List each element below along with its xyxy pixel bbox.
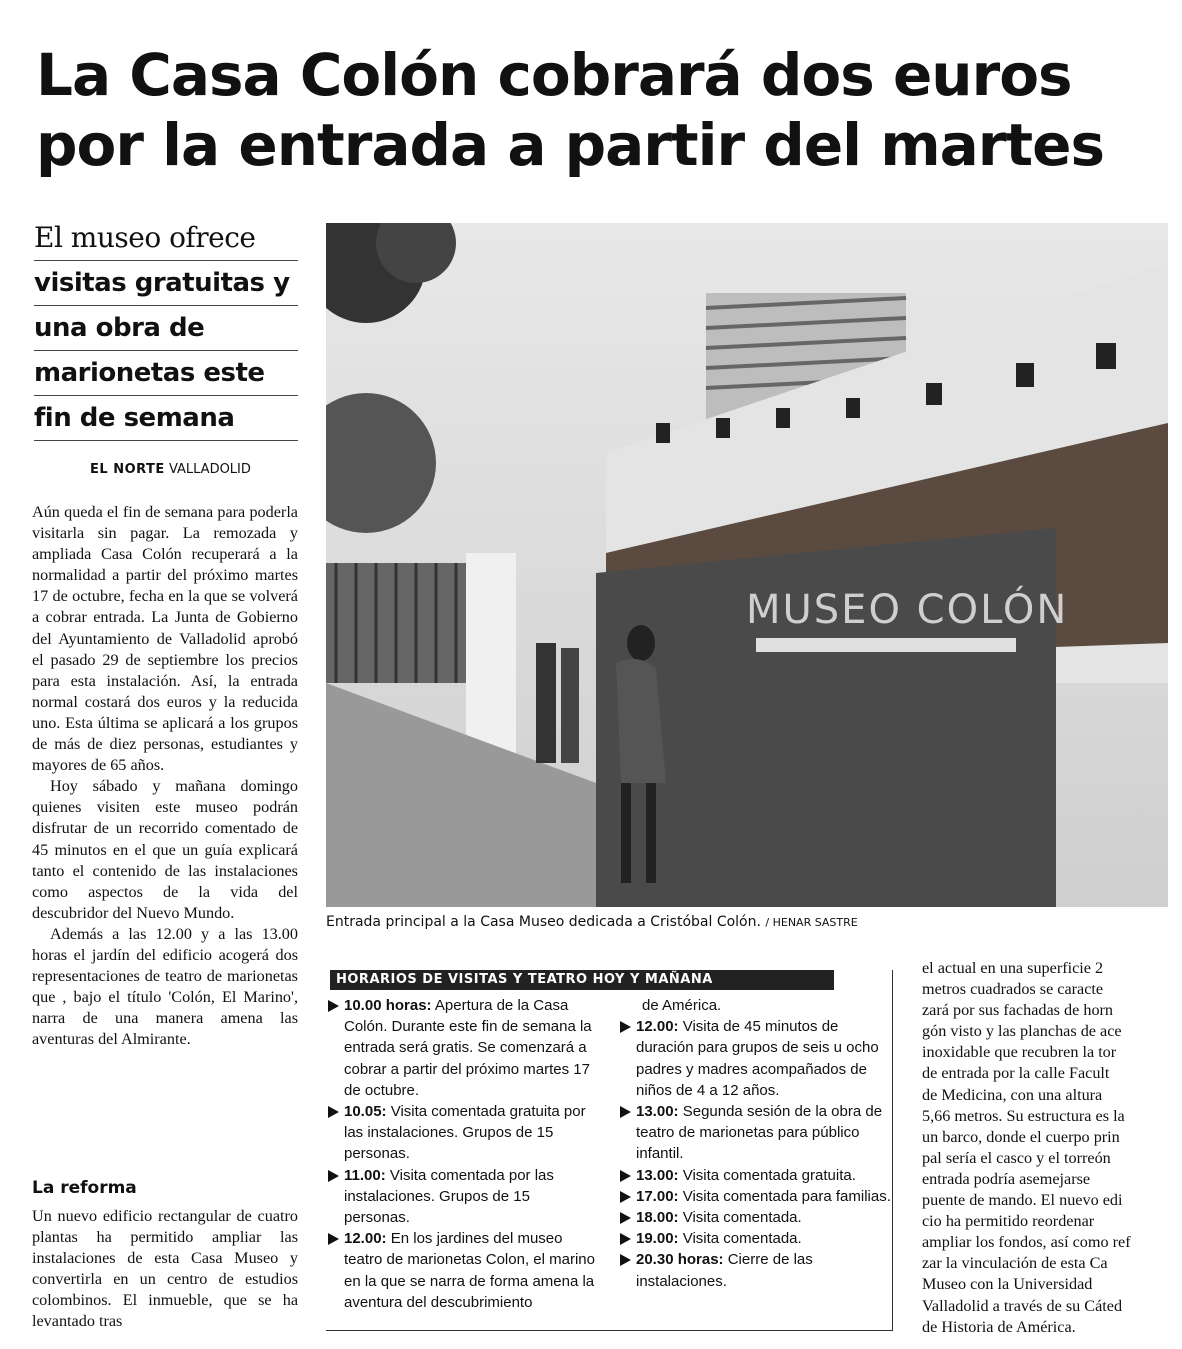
museum-photo-illustration [326, 223, 1168, 907]
photo-caption [326, 914, 1168, 930]
triangle-bullet-icon [620, 1191, 631, 1203]
schedule-time: 12.00: [636, 1018, 679, 1036]
schedule-time: 19.00: [636, 1230, 679, 1248]
text-line: gón visto y las planchas de ace [922, 1022, 1122, 1041]
schedule-time: 20.30 horas: [636, 1251, 724, 1269]
subhead-line: El museo ofrece [34, 216, 298, 261]
schedule-time: 17.00: [636, 1187, 679, 1205]
byline-place: VALLADOLID [168, 462, 251, 477]
schedule-item [620, 1165, 892, 1186]
headline-line-2: por la entrada a partir del martes [36, 111, 1104, 179]
triangle-bullet-icon [620, 1106, 631, 1118]
triangle-bullet-icon [620, 1170, 631, 1182]
caption-text: Entrada principal a la Casa Museo dedicada a Cristóbal Colón. [326, 914, 761, 930]
schedule-item [328, 1228, 598, 1313]
schedule-item [328, 995, 598, 1101]
triangle-bullet-icon [620, 1233, 631, 1245]
article-column-1 [32, 502, 298, 1050]
schedule-time: 11.00: [344, 1166, 386, 1184]
schedule-item [620, 1228, 892, 1249]
schedule-item [620, 1207, 892, 1228]
schedule-item [328, 1165, 598, 1229]
schedule-item [620, 1186, 892, 1207]
triangle-bullet-icon [328, 1233, 339, 1245]
schedule-left-column [328, 995, 598, 1313]
text-line: zar la vinculación de esta Ca [922, 1254, 1108, 1273]
schedule-item [620, 1101, 892, 1165]
caption-credit: / HENAR SASTRE [765, 916, 858, 929]
text-line: ampliar los fondos, así como ref [922, 1233, 1131, 1252]
paragraph: Además a las 12.00 y a las 13.00 horas el jardín del edificio acogerá dos representaciones de teatro de marionetas que , bajo el título 'Colón, El Marino', narra de una manera amena las aventuras del Almirante. [32, 924, 298, 1049]
text-line: zará por sus fachadas de horn [922, 1001, 1114, 1020]
text-line: de Historia de América. [922, 1317, 1076, 1336]
schedule-continuation: de América. [642, 997, 722, 1014]
paragraph: Hoy sábado y mañana domingo quienes visiten este museo podrán disfrutar de un recorrido comentado de 45 minutos en el que un guía explicará tanto el contenido de las instalaciones como aspectos de la vida del descubridor del Nuevo Mundo. [32, 777, 298, 922]
schedule-item [328, 1101, 598, 1165]
sign-text: MUSEO COLÓN [746, 587, 1069, 633]
text-line: 5,66 metros. Su estructura es la [922, 1106, 1125, 1125]
schedule-time: 13.00: [636, 1166, 679, 1184]
text-line: el actual en una superficie 2 [922, 959, 1104, 977]
headline-line-1: La Casa Colón cobrará dos euros [36, 41, 1072, 109]
section-title: La reforma [32, 1178, 137, 1198]
text-line: pal sería el casco y el torreón [922, 1148, 1111, 1167]
triangle-bullet-icon [328, 1106, 339, 1118]
schedule-text: Visita comentada gratuita por las instalaciones. Grupos de 15 personas. [344, 1103, 586, 1163]
text-line: cio ha permitido reordenar [922, 1212, 1095, 1231]
schedule-text: Segunda sesión de la obra de teatro de marionetas para público infantil. [636, 1103, 883, 1163]
subhead-line: visitas gratuitas y [34, 261, 298, 306]
paragraph: Aún queda el fin de semana para poderla visitarla sin pagar. La remozada y ampliada Casa Colón recuperará a la normalidad a partir del próximo martes 17 de octubre, fecha en la que se volverá a cobrar entrada. La Junta de Gobierno del Ayuntamiento de Valladolid aprobó el pasado 29 de septiembre los precios para esta instalación. Así, la entrada normal costará dos euros y la reducida uno. Esta última se aplicará a los grupos de más de diez personas, estudiantes y mayores de 65 años. [32, 503, 298, 775]
schedule-time: 18.00: [636, 1209, 679, 1227]
headline [36, 40, 1156, 180]
schedule-text: En los jardines del museo teatro de marionetas Colon, el marino en la que se narra de forma amena la aventura del descubrimiento [344, 1230, 595, 1311]
museum-photo [326, 223, 1168, 907]
triangle-bullet-icon [328, 1000, 339, 1012]
text-line: puente de mando. El nuevo edi [922, 1191, 1123, 1210]
byline [90, 462, 251, 477]
text-line: de entrada por la calle Facult [922, 1064, 1110, 1083]
schedule-item [620, 1016, 892, 1101]
triangle-bullet-icon [620, 1254, 631, 1266]
schedule-text: Apertura de la Casa Colón. Durante este fin de semana la entrada será gratis. Se comenzará a cobrar a partir del próximo martes 17 de octubre. [344, 997, 592, 1099]
schedule-time: 12.00: [344, 1230, 387, 1248]
article-column-1-continued [32, 1206, 298, 1333]
text-line: Valladolid a través de su Cáted [922, 1296, 1123, 1315]
schedule-text: Cierre de las instalaciones. [636, 1251, 813, 1290]
text-line: un barco, donde el cuerpo prin [922, 1127, 1120, 1146]
schedule-text: Visita comentada por las instalaciones. Grupos de 15 personas. [344, 1166, 554, 1227]
schedule-text: Visita comentada para familias. [682, 1187, 891, 1205]
text-line: entrada podría asemejarse [922, 1169, 1091, 1188]
triangle-bullet-icon [620, 1021, 631, 1033]
text-line: metros cuadrados se caracte [922, 980, 1104, 999]
schedule-time: 13.00: [636, 1103, 679, 1121]
subhead-line: marionetas este [34, 351, 298, 396]
article-column-3 [922, 958, 1172, 1338]
subhead-line: fin de semana [34, 396, 298, 441]
schedule-time: 10.00 horas: [344, 997, 432, 1014]
text-line: inoxidable que recubren la tor [922, 1043, 1117, 1062]
schedule-right-column [620, 995, 892, 1292]
schedule-text: Visita comentada gratuita. [682, 1166, 856, 1184]
text-line: Museo con la Universidad [922, 1275, 1093, 1294]
schedule-time: 10.05: [344, 1103, 387, 1121]
text-line: de Medicina, con una altura [922, 1085, 1103, 1104]
schedule-item [620, 1249, 892, 1291]
paragraph: Un nuevo edificio rectangular de cuatro plantas ha permitido ampliar las instalaciones de esta Casa Museo y convertirla en un centro de estudios colombinos. El inmueble, que se ha levantado tras [32, 1207, 298, 1331]
triangle-bullet-icon [620, 1212, 631, 1224]
byline-source: EL NORTE [90, 462, 165, 477]
subhead-line: una obra de [34, 306, 298, 351]
subheadline [34, 216, 298, 441]
schedule-text: Visita comentada. [682, 1230, 802, 1248]
triangle-bullet-icon [328, 1170, 339, 1182]
schedule-title: HORARIOS DE VISITAS Y TEATRO HOY Y MAÑANA [330, 970, 834, 990]
schedule-text: Visita comentada. [682, 1209, 802, 1227]
schedule-text: Visita de 45 minutos de duración para grupos de seis u ocho padres y madres acompañados de niños de 4 a 12 años. [636, 1018, 879, 1099]
